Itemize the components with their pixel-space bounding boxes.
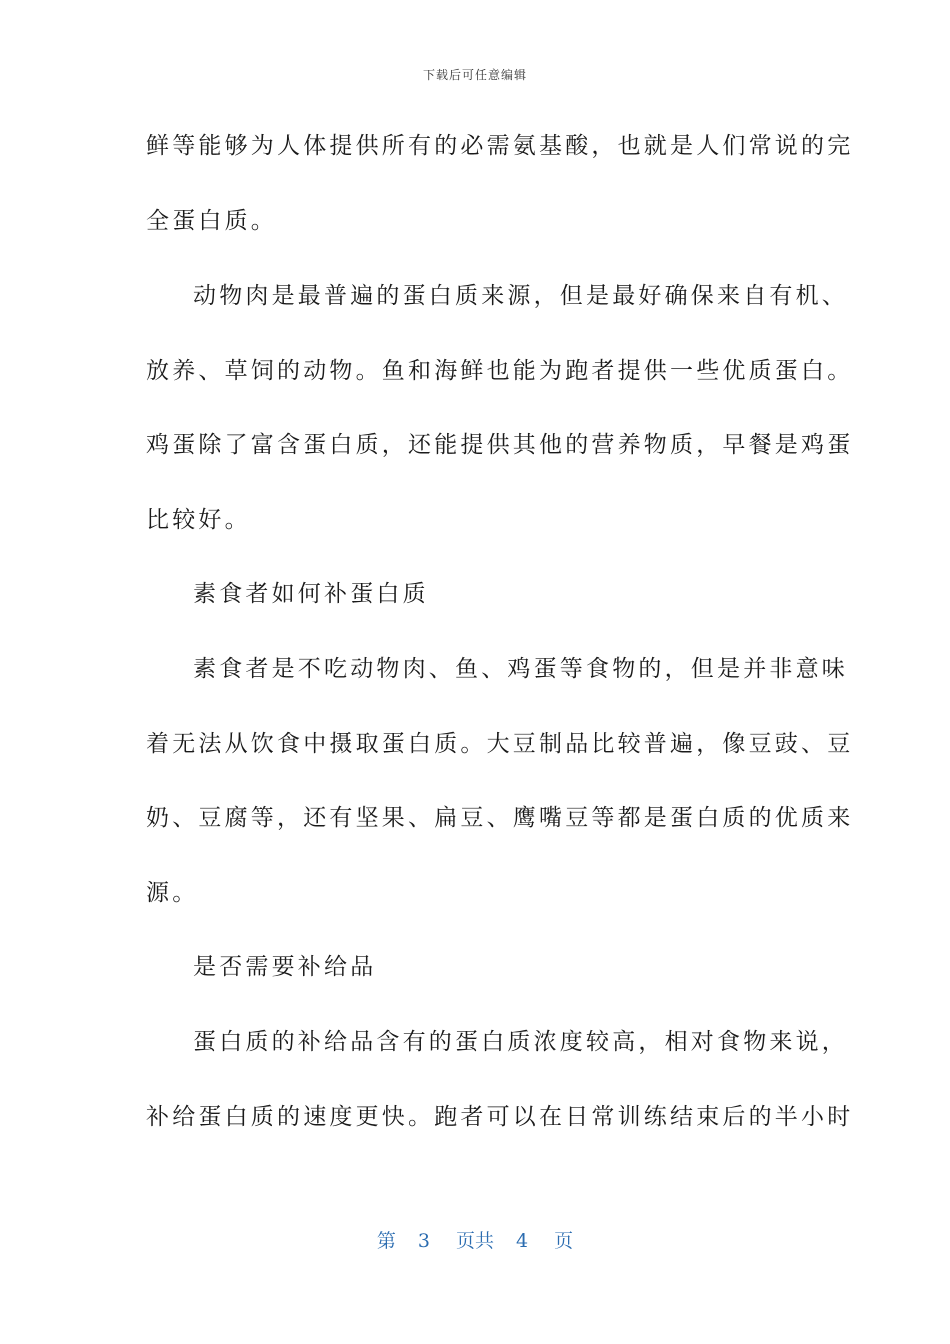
section-heading-supplements: 是否需要补给品 — [193, 954, 377, 980]
section-heading-vegetarian: 素食者如何补蛋白质 — [193, 581, 429, 607]
body-line-1: 鲜等能够为人体提供所有的必需氨基酸，也就是人们常说的完 — [146, 133, 854, 159]
paragraph-supplements: 蛋白质的补给品含有的蛋白质浓度较高，相对食物来说， — [193, 1029, 848, 1055]
body-line-11: 源。 — [146, 880, 199, 906]
footer-page-suffix: 页 — [554, 1230, 574, 1252]
page-header: 下载后可任意编辑 — [422, 68, 527, 82]
footer-total-pages: 4 — [516, 1230, 529, 1252]
body-line-5: 鸡蛋除了富含蛋白质，还能提供其他的营养物质，早餐是鸡蛋 — [146, 432, 854, 458]
footer-page-label: 第 — [376, 1230, 396, 1252]
footer-page-number: 3 — [417, 1230, 430, 1252]
body-line-9: 着无法从饮食中摄取蛋白质。大豆制品比较普遍，像豆豉、豆 — [146, 731, 854, 757]
body-line-10: 奶、豆腐等，还有坚果、扁豆、鹰嘴豆等都是蛋白质的优质来 — [146, 805, 854, 831]
footer-total-label: 页共 — [455, 1230, 494, 1252]
page-footer — [0, 1226, 950, 1253]
paragraph-animal-meat: 动物肉是最普遍的蛋白质来源，但是最好确保来自有机、 — [193, 283, 848, 309]
body-line-14: 补给蛋白质的速度更快。跑者可以在日常训练结束后的半小时 — [146, 1104, 854, 1130]
body-line-2: 全蛋白质。 — [146, 208, 277, 234]
paragraph-vegetarian: 素食者是不吃动物肉、鱼、鸡蛋等食物的，但是并非意味 — [193, 656, 848, 682]
body-line-6: 比较好。 — [146, 507, 251, 533]
body-line-4: 放养、草饲的动物。鱼和海鲜也能为跑者提供一些优质蛋白。 — [146, 358, 854, 384]
